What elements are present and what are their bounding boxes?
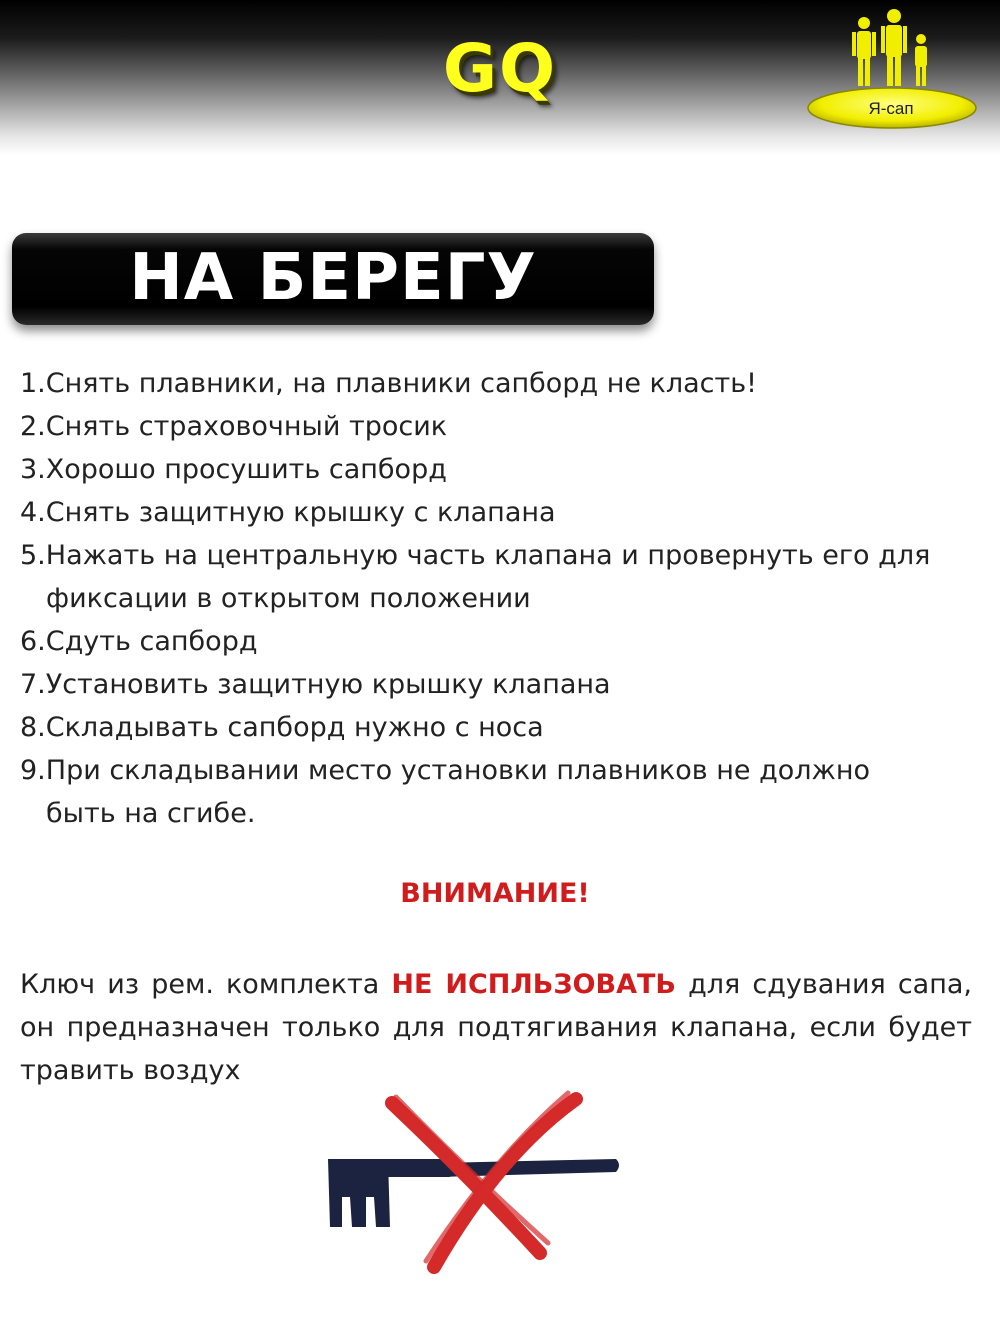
ya-sup-logo [806, 6, 984, 132]
warning-heading: ВНИМАНИЕ! [400, 878, 590, 909]
step-text-continued: быть на сгибе. [46, 798, 256, 829]
step-text: 6.Сдуть сапборд [20, 626, 258, 657]
crossed-out-key-illustration [318, 1085, 628, 1280]
step-text: 7.Установить защитную крышку клапана [20, 669, 611, 700]
warning-note [20, 963, 972, 1092]
step-text: 3.Хорошо просушить сапборд [20, 454, 447, 485]
list-item [20, 620, 972, 663]
logo-label: Я-сап [868, 99, 914, 118]
note-text: Ключ из рем. комплекта [20, 969, 392, 1000]
list-item [20, 534, 972, 620]
page-title: НА БЕРЕГУ [129, 241, 537, 315]
header-bar [0, 0, 1000, 155]
instruction-list [20, 362, 972, 835]
list-item [20, 491, 972, 534]
step-text: 1.Снять плавники, на плавники сапборд не класть! [20, 368, 757, 399]
step-text: 5.Нажать на центральную часть клапана и провернуть его для [20, 540, 931, 571]
cross-mark-icon [392, 1093, 576, 1267]
list-item [20, 362, 972, 405]
step-text: 8.Складывать сапборд нужно с носа [20, 712, 544, 743]
note-text-end: для сдувания сапа, он предназначен только для подтягивания клапана, если будет травить воздух [20, 969, 973, 1086]
title-banner [12, 233, 654, 325]
note-highlight: НЕ ИСПЛЬЗОВАТЬ [391, 969, 676, 1000]
step-text: 9.При складывании место установки плавников не должно [20, 755, 871, 786]
list-item [20, 749, 972, 835]
list-item [20, 405, 972, 448]
list-item [20, 706, 972, 749]
list-item [20, 448, 972, 491]
valve-key-crossed-icon [318, 1085, 628, 1280]
list-item [20, 663, 972, 706]
step-text: 4.Снять защитную крышку с клапана [20, 497, 556, 528]
step-text-continued: фиксации в открытом положении [46, 583, 531, 614]
step-text: 2.Снять страховочный тросик [20, 411, 448, 442]
brand-title: GQ [442, 30, 558, 107]
